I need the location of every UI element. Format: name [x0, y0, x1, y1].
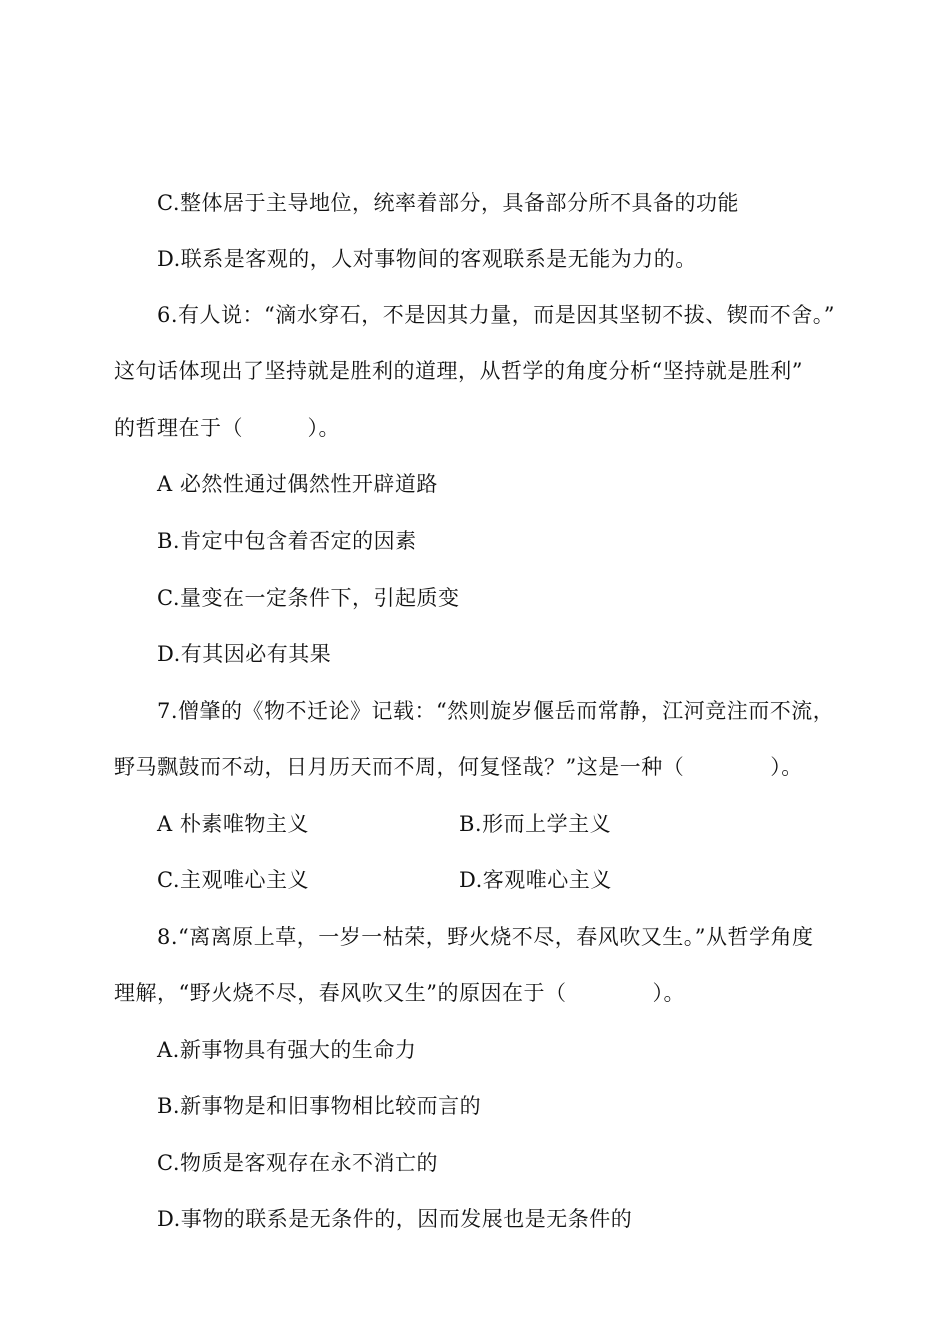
q7-option-a: A 朴素唯物主义: [157, 812, 309, 836]
q6-stem-line-3: 的哲理在于（ ）。: [114, 416, 340, 440]
q5-option-c: C.整体居于主导地位，统率着部分，具备部分所不具备的功能: [157, 191, 739, 215]
q5-option-d: D.联系是客观的，人对事物间的客观联系是无能为力的。: [157, 247, 697, 271]
q8-option-c: C.物质是客观存在永不消亡的: [157, 1151, 438, 1175]
q7-option-d: D.客观唯心主义: [459, 868, 612, 892]
q8-option-a: A.新事物具有强大的生命力: [157, 1038, 417, 1062]
q8-option-b: B.新事物是和旧事物相比较而言的: [157, 1094, 482, 1118]
q8-option-d: D.事物的联系是无条件的，因而发展也是无条件的: [157, 1207, 633, 1231]
q6-stem-line-2: 这句话体现出了坚持就是胜利的道理，从哲学的角度分析“坚持就是胜利”: [114, 359, 803, 383]
q7-stem-line-1: 7.僧肇的《物不迁论》记载：“然则旋岁偃岳而常静，江河竞注而不流，: [157, 699, 835, 723]
q7-stem-line-2: 野马飘鼓而不动，日月历天而不周，何复怪哉？”这是一种（ ）。: [114, 755, 803, 779]
q7-option-c: C.主观唯心主义: [157, 868, 309, 892]
q8-stem-line-1: 8.“离离原上草，一岁一枯荣，野火烧不尽，春风吹又生。”从哲学角度: [157, 925, 814, 949]
q7-option-b: B.形而上学主义: [459, 812, 612, 836]
q8-stem-line-2: 理解，“野火烧不尽，春风吹又生”的原因在于（ ）。: [114, 981, 685, 1005]
q6-stem-line-1: 6.有人说：“滴水穿石，不是因其力量，而是因其坚韧不拔、锲而不舍。”: [157, 303, 836, 327]
q6-option-b: B.肯定中包含着否定的因素: [157, 529, 417, 553]
q6-option-a: A 必然性通过偶然性开辟道路: [157, 472, 438, 496]
q6-option-d: D.有其因必有其果: [157, 642, 332, 666]
q6-option-c: C.量变在一定条件下，引起质变: [157, 586, 460, 610]
